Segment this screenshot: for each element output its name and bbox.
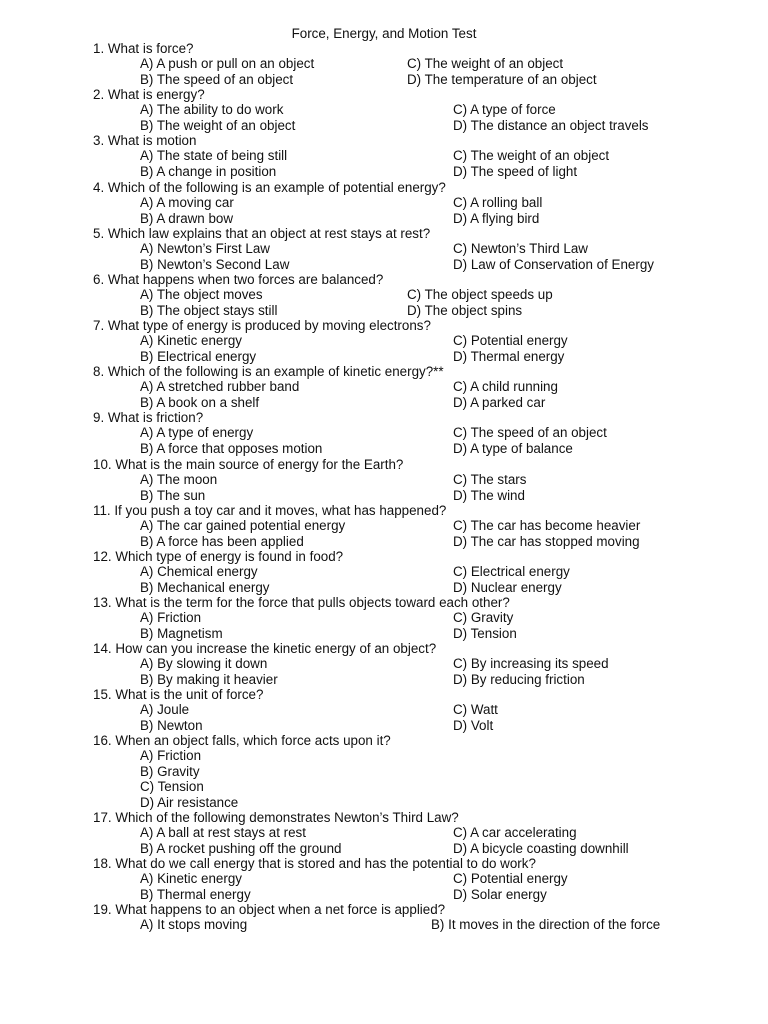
question-7-option-d: D) Thermal energy [453, 348, 565, 364]
question-18-text: 18. What do we call energy that is stored and has the potential to do work? [93, 856, 536, 871]
question-16-option-d: D) Air resistance [140, 794, 239, 810]
question-4-option-b: B) A drawn bow [140, 210, 234, 226]
question-9-text: 9. What is friction? [93, 410, 204, 425]
question-8-text: 8. Which of the following is an example of kinetic energy?** [93, 364, 444, 379]
question-2-text: 2. What is energy? [93, 87, 205, 102]
question-7-option-c: C) Potential energy [453, 333, 568, 349]
question-6-option-a: A) The object moves [140, 287, 263, 303]
question-10-option-b: B) The sun [140, 487, 206, 503]
question-2-option-c: C) A type of force [453, 102, 556, 118]
question-1-option-a: A) A push or pull on an object [140, 56, 315, 72]
question-3-text: 3. What is motion [93, 133, 197, 148]
question-9-option-d: D) A type of balance [453, 440, 573, 456]
question-3-option-c: C) The weight of an object [453, 148, 610, 164]
question-15-option-b: B) Newton [140, 717, 203, 733]
question-12-option-d: D) Nuclear energy [453, 579, 562, 595]
question-9-option-a: A) A type of energy [140, 425, 254, 441]
question-3-option-d: D) The speed of light [453, 163, 578, 179]
question-8-option-c: C) A child running [453, 379, 558, 395]
question-9-option-c: C) The speed of an object [453, 425, 607, 441]
question-15-option-a: A) Joule [140, 702, 190, 718]
question-13-option-a: A) Friction [140, 610, 202, 626]
question-12-option-c: C) Electrical energy [453, 564, 570, 580]
question-5-option-a: A) Newton’s First Law [140, 241, 270, 257]
question-18-option-b: B) Thermal energy [140, 886, 251, 902]
question-14-option-b: B) By making it heavier [140, 671, 278, 687]
question-17-text: 17. Which of the following demonstrates Newton’s Third Law? [93, 810, 459, 825]
question-14-text: 14. How can you increase the kinetic energy of an object? [93, 641, 437, 656]
question-15-text: 15. What is the unit of force? [93, 687, 264, 702]
question-12-option-b: B) Mechanical energy [140, 579, 270, 595]
question-10-option-c: C) The stars [453, 472, 527, 488]
question-6-option-b: B) The object stays still [140, 302, 278, 318]
question-18-option-a: A) Kinetic energy [140, 871, 242, 887]
question-6-option-c: C) The object speeds up [407, 287, 553, 303]
question-10-option-a: A) The moon [140, 472, 218, 488]
question-15-option-c: C) Watt [453, 702, 498, 718]
question-9-option-b: B) A force that opposes motion [140, 440, 323, 456]
question-11-option-c: C) The car has become heavier [453, 518, 641, 534]
question-4-option-a: A) A moving car [140, 195, 234, 211]
question-8-option-b: B) A book on a shelf [140, 394, 260, 410]
question-16-text: 16. When an object falls, which force acts upon it? [93, 733, 391, 748]
question-7-text: 7. What type of energy is produced by moving electrons? [93, 318, 431, 333]
question-4-option-d: D) A flying bird [453, 210, 540, 226]
question-4-text: 4. Which of the following is an example of potential energy? [93, 180, 446, 195]
question-5-text: 5. Which law explains that an object at rest stays at rest? [93, 226, 431, 241]
question-18-option-c: C) Potential energy [453, 871, 568, 887]
question-19-option-b: B) It moves in the direction of the force [431, 917, 661, 933]
question-10-option-d: D) The wind [453, 487, 525, 503]
question-3-option-a: A) The state of being still [140, 148, 288, 164]
question-14-option-d: D) By reducing friction [453, 671, 585, 687]
question-12-option-a: A) Chemical energy [140, 564, 258, 580]
question-1-option-d: D) The temperature of an object [407, 71, 597, 87]
question-18-option-d: D) Solar energy [453, 886, 547, 902]
question-12-text: 12. Which type of energy is found in food? [93, 549, 344, 564]
question-16-option-c: C) Tension [140, 779, 204, 795]
question-1-option-b: B) The speed of an object [140, 71, 294, 87]
question-14-option-c: C) By increasing its speed [453, 656, 609, 672]
question-8-option-a: A) A stretched rubber band [140, 379, 300, 395]
question-1-option-c: C) The weight of an object [407, 56, 564, 72]
question-13-text: 13. What is the term for the force that pulls objects toward each other? [93, 595, 510, 610]
question-1-text: 1. What is force? [93, 41, 194, 56]
question-17-option-b: B) A rocket pushing off the ground [140, 840, 342, 856]
question-19-option-a: A) It stops moving [140, 917, 248, 933]
question-3-option-b: B) A change in position [140, 163, 277, 179]
question-13-option-b: B) Magnetism [140, 625, 223, 641]
question-5-option-c: C) Newton’s Third Law [453, 241, 588, 257]
question-7-option-a: A) Kinetic energy [140, 333, 242, 349]
question-11-option-b: B) A force has been applied [140, 533, 304, 549]
question-2-option-a: A) The ability to do work [140, 102, 284, 118]
question-16-option-b: B) Gravity [140, 763, 200, 779]
question-10-text: 10. What is the main source of energy for the Earth? [93, 457, 404, 472]
question-13-option-d: D) Tension [453, 625, 517, 641]
document-title: Force, Energy, and Motion Test [291, 26, 477, 41]
question-2-option-d: D) The distance an object travels [453, 117, 649, 133]
question-4-option-c: C) A rolling ball [453, 195, 543, 211]
question-17-option-d: D) A bicycle coasting downhill [453, 840, 629, 856]
question-19-text: 19. What happens to an object when a net force is applied? [93, 902, 446, 917]
question-11-text: 11. If you push a toy car and it moves, what has happened? [93, 503, 447, 518]
question-5-option-d: D) Law of Conservation of Energy [453, 256, 654, 272]
question-2-option-b: B) The weight of an object [140, 117, 296, 133]
question-17-option-c: C) A car accelerating [453, 825, 577, 841]
question-15-option-d: D) Volt [453, 717, 494, 733]
question-8-option-d: D) A parked car [453, 394, 546, 410]
question-17-option-a: A) A ball at rest stays at rest [140, 825, 306, 841]
question-6-text: 6. What happens when two forces are balanced? [93, 272, 384, 287]
question-6-option-d: D) The object spins [407, 302, 523, 318]
question-14-option-a: A) By slowing it down [140, 656, 268, 672]
question-7-option-b: B) Electrical energy [140, 348, 257, 364]
question-11-option-d: D) The car has stopped moving [453, 533, 640, 549]
question-16-option-a: A) Friction [140, 748, 202, 764]
question-5-option-b: B) Newton’s Second Law [140, 256, 290, 272]
question-11-option-a: A) The car gained potential energy [140, 518, 346, 534]
question-13-option-c: C) Gravity [453, 610, 514, 626]
